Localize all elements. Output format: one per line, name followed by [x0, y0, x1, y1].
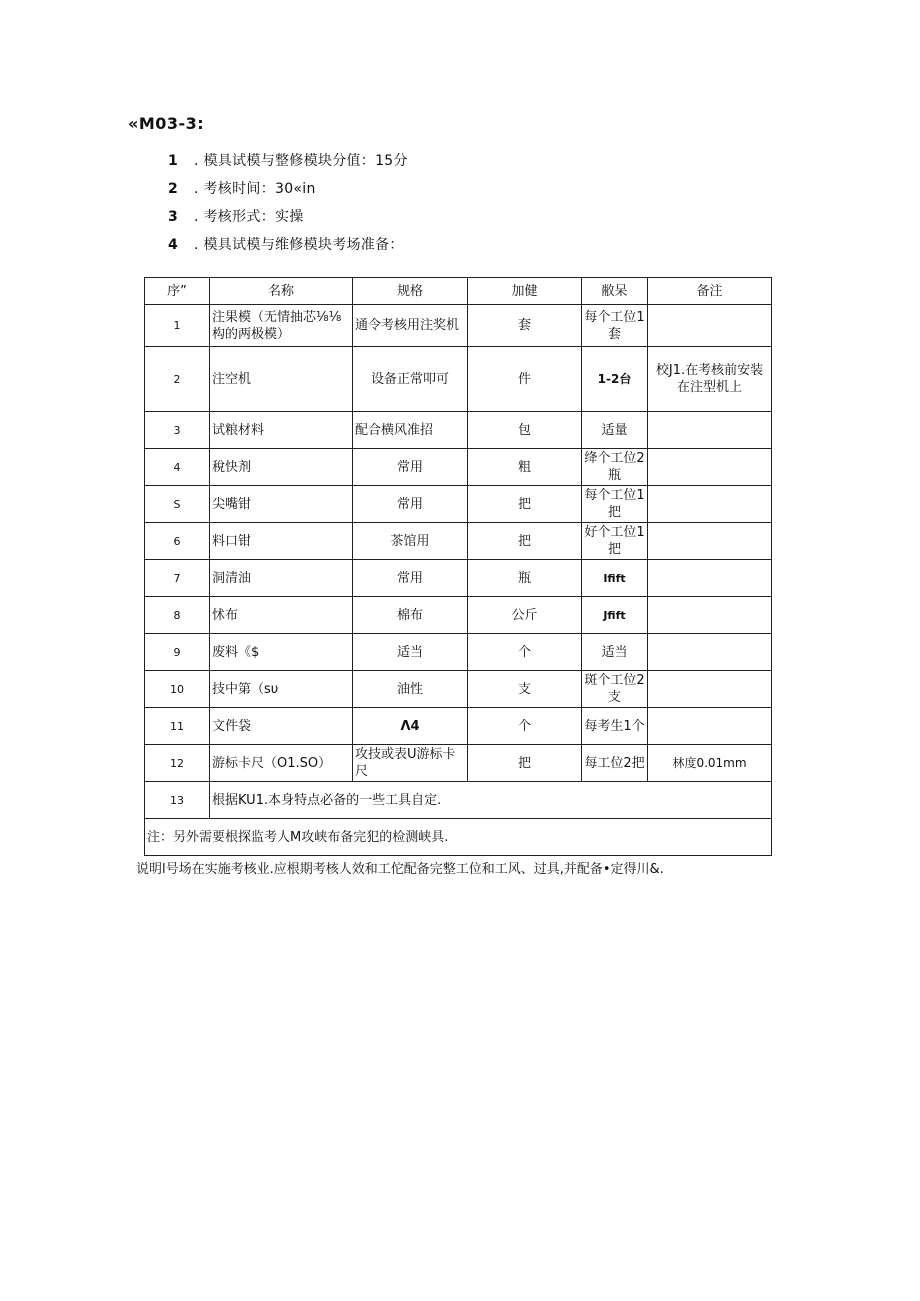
cell-no: 12	[145, 745, 210, 782]
cell-no: 10	[145, 671, 210, 708]
col-header-unit: 加健	[468, 278, 582, 305]
cell-note	[648, 486, 772, 523]
cell-note	[648, 634, 772, 671]
cell-spec: 攻技或表U游标卡尺	[353, 745, 468, 782]
cell-qty: 每考生1个	[582, 708, 648, 745]
cell-unit: 把	[468, 486, 582, 523]
cell-name: 尖嘴钳	[210, 486, 353, 523]
cell-note	[648, 597, 772, 634]
cell-spec: 通令考核用注奖机	[353, 305, 468, 347]
list-number: 4	[168, 237, 178, 253]
cell-qty: 斑个工位2支	[582, 671, 648, 708]
list-item	[168, 234, 404, 254]
cell-spec: 茶馆用	[353, 523, 468, 560]
cell-unit: 瓶	[468, 560, 582, 597]
table-header-row	[145, 278, 772, 305]
list-item	[168, 206, 304, 226]
list-text: . 考核形式：实操	[194, 209, 304, 225]
cell-unit: 个	[468, 708, 582, 745]
cell-note	[648, 523, 772, 560]
table-row	[145, 412, 772, 449]
cell-spec: 配合横风准招	[353, 412, 468, 449]
table-row	[145, 560, 772, 597]
cell-unit: 套	[468, 305, 582, 347]
cell-name: 注空机	[210, 347, 353, 412]
cell-no: 2	[145, 347, 210, 412]
cell-no: 13	[145, 782, 210, 819]
cell-spec: 设备正常叩可	[353, 347, 468, 412]
cell-no: 3	[145, 412, 210, 449]
cell-qty: 适当	[582, 634, 648, 671]
cell-note	[648, 671, 772, 708]
cell-spec: 油性	[353, 671, 468, 708]
cell-unit: 包	[468, 412, 582, 449]
cell-note	[648, 560, 772, 597]
cell-qty: 每个工位1把	[582, 486, 648, 523]
cell-qty: 每工位2把	[582, 745, 648, 782]
table-row	[145, 486, 772, 523]
cell-note	[648, 412, 772, 449]
table-row	[145, 745, 772, 782]
cell-no: 8	[145, 597, 210, 634]
cell-qty: 好个工位1把	[582, 523, 648, 560]
cell-unit: 粗	[468, 449, 582, 486]
list-item	[168, 150, 408, 170]
cell-qty: 1-2台	[582, 347, 648, 412]
cell-qty: Jfift	[582, 597, 648, 634]
cell-qty: Ifift	[582, 560, 648, 597]
cell-spec: 棉布	[353, 597, 468, 634]
table-row	[145, 597, 772, 634]
cell-unit: 把	[468, 523, 582, 560]
col-header-qty: 敝呆	[582, 278, 648, 305]
table-row	[145, 782, 772, 819]
cell-note	[648, 305, 772, 347]
cell-name: 技中第（sυ	[210, 671, 353, 708]
table-row	[145, 347, 772, 412]
cell-no: 7	[145, 560, 210, 597]
list-text: . 模具试模与维修模块考场准备：	[194, 237, 404, 253]
list-number: 1	[168, 153, 178, 169]
cell-spec: Λ4	[353, 708, 468, 745]
cell-note	[648, 708, 772, 745]
cell-name: 注果模（无情抽芯⅛⅛构的两极模）	[210, 305, 353, 347]
cell-qty: 绛个工位2瓶	[582, 449, 648, 486]
table-footnote-row	[145, 819, 772, 856]
cell-no: 6	[145, 523, 210, 560]
cell-merged-note: 根据KU1.本身特点必备的一些工具自定.	[210, 782, 772, 819]
cell-spec: 适当	[353, 634, 468, 671]
tools-table	[144, 277, 772, 856]
cell-unit: 公斤	[468, 597, 582, 634]
section-heading: «M03-3:	[128, 114, 205, 133]
list-text: . 考核时间：30«in	[194, 181, 316, 197]
cell-no: 1	[145, 305, 210, 347]
cell-name: 文件袋	[210, 708, 353, 745]
list-text: . 模具试模与整修模块分值：15分	[194, 153, 408, 169]
cell-name: 料口钳	[210, 523, 353, 560]
table-row	[145, 708, 772, 745]
cell-spec: 常用	[353, 486, 468, 523]
cell-no: S	[145, 486, 210, 523]
cell-name: 稅快剂	[210, 449, 353, 486]
cell-name: 试粮材料	[210, 412, 353, 449]
cell-spec: 常用	[353, 560, 468, 597]
table-row	[145, 523, 772, 560]
list-number: 2	[168, 181, 178, 197]
cell-unit: 支	[468, 671, 582, 708]
cell-name: 废料《$	[210, 634, 353, 671]
col-header-note: 备注	[648, 278, 772, 305]
cell-note: 林度0.01mm	[648, 745, 772, 782]
cell-note: 校J1.在考核前安装在注型机上	[648, 347, 772, 412]
cell-note	[648, 449, 772, 486]
list-item	[168, 178, 316, 198]
table-row	[145, 305, 772, 347]
col-header-name: 名称	[210, 278, 353, 305]
cell-name: 游标卡尺（O1.SO）	[210, 745, 353, 782]
table-row	[145, 449, 772, 486]
table-row	[145, 634, 772, 671]
cell-unit: 个	[468, 634, 582, 671]
cell-unit: 把	[468, 745, 582, 782]
col-header-spec: 规格	[353, 278, 468, 305]
col-header-no: 序”	[145, 278, 210, 305]
cell-unit: 件	[468, 347, 582, 412]
table-footnote: 注：另外需要根探监考人M攻峡布备完犯的检测峡具.	[145, 819, 772, 856]
cell-qty: 适量	[582, 412, 648, 449]
cell-no: 9	[145, 634, 210, 671]
explanation-text: 说明l号场在实施考核业.应根期考核人效和工佗配备完整工位和工风、过具,并配备•定得川&.	[136, 862, 664, 877]
cell-no: 11	[145, 708, 210, 745]
cell-name: 洞清油	[210, 560, 353, 597]
list-number: 3	[168, 209, 178, 225]
table-row	[145, 671, 772, 708]
cell-qty: 每个工位1套	[582, 305, 648, 347]
cell-name: 怵布	[210, 597, 353, 634]
cell-no: 4	[145, 449, 210, 486]
cell-spec: 常用	[353, 449, 468, 486]
